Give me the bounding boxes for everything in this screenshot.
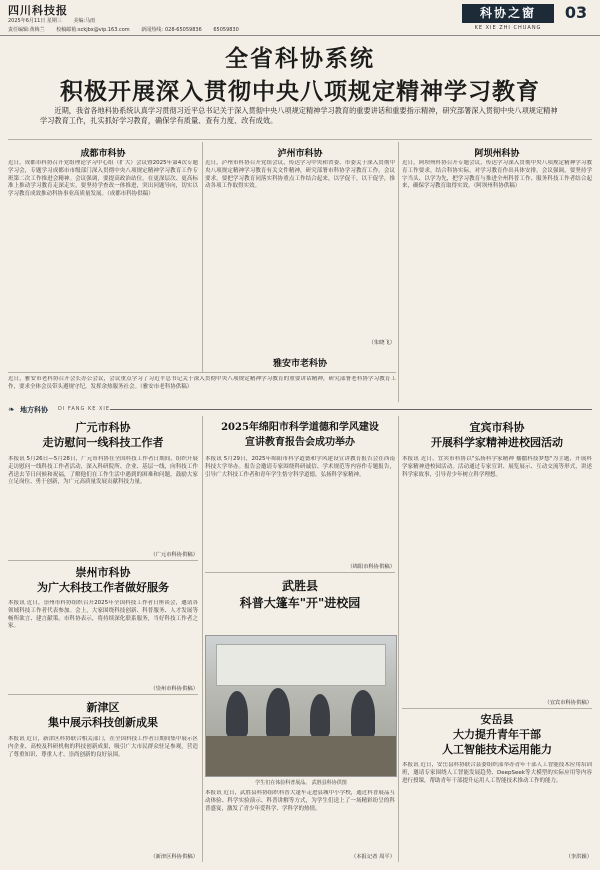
section-title-yaan: 雅安市老科协 [272, 359, 327, 369]
story-title-chongzhou [8, 565, 198, 595]
divider [8, 372, 396, 373]
story-text-yibin: 本报讯 近日，宜宾市科协以"弘扬科学家精神 播撒科技梦想"为主题，开展科学家精神进校园活动。活动通过专家宣讲、展览展示、互动交流等形式，讲述科学家故事，引导青少年树立科学理想。 [402, 456, 592, 478]
main-headline-line2: 积极开展深入贯彻中央八项规定精神学习教育 [60, 78, 540, 105]
issue-date: 2025年6月11日 星期三 [8, 18, 62, 24]
story-title-line1: 崇州市科协 [75, 566, 131, 579]
story-title-line2: 为广大科技工作者做好服务 [37, 581, 169, 594]
paper-name: 四川科技报 [8, 4, 68, 17]
story-photo [205, 635, 397, 777]
section-bar-local [0, 404, 600, 414]
section-pinyin: DI FANG KE XIE [58, 406, 111, 412]
story-byline-xinjin: （新津区科协供稿） [150, 854, 198, 860]
story-byline-yibin: （宜宾市科协供稿） [544, 700, 592, 706]
story-title-mianyang [205, 420, 395, 450]
story-title-line1: 新津区 [86, 701, 120, 714]
photo-board [216, 644, 386, 686]
phone-2: 65059830 [213, 27, 239, 33]
contact-meta [8, 26, 249, 33]
story-title-line2: 开展科学家精神进校园活动 [431, 436, 563, 449]
main-headline-line1: 全省科协系统 [225, 45, 375, 72]
editor: 责任编辑:黄梅兰 [8, 27, 45, 33]
story-byline-anyue: （李洪颖） [565, 854, 592, 860]
divider [8, 560, 198, 561]
story-title-anyue [402, 712, 592, 757]
story-text-mianyang: 本报讯 5月29日，2025年绵阳市科学道德和学风建设宣讲教育报告会在西南科技大学举办。报告会邀请专家围绕科研诚信、学术规范等内容作专题报告，引导广大科技工作者和青年学生恪守科学道德，弘扬科学家精神。 [205, 456, 395, 478]
section-text-aba: 近日，阿坝州科协召开专题会议，传达学习深入贯彻中央八项规定精神学习教育工作要求，结合科协实际，对学习教育作出具体安排。会议强调，要坚持学字当头、以学为先，把学习教育与推进全州科普工作、服务科技工作者结合起来，确保学习教育取得实效。（阿坝州科协供稿） [402, 160, 592, 190]
story-title-line1: 宜宾市科协 [469, 421, 525, 434]
photo-table [206, 736, 397, 777]
story-text-wusheng: 本报讯 近日，武胜县科协组织科普大篷车走进县城中小学校，通过科普展品互动体验、科学实验演示、科普讲解等方式，为学生们送上了一场精彩纷呈的科普盛宴，激发了青少年爱科学、学科学的热情。 [205, 790, 395, 812]
story-title-wusheng [205, 578, 395, 612]
story-title-line1: 武胜县 [281, 579, 318, 593]
section-text-luzhou: 近日，泸州市科协召开党组会议，传达学习中央和省委、市委关于深入贯彻中央八项规定精神学习教育有关文件精神，研究部署市科协学习教育工作。会议要求，要把学习教育同落实科协重点工作结合起来，以学促干，以干促学，推动各项工作取得实效。 [205, 160, 395, 190]
divider [202, 416, 203, 862]
story-title-yibin [402, 420, 592, 450]
proof-email: 校稿邮箱:sckjbx@vip.163.com [56, 27, 130, 33]
story-text-chongzhou: 本报讯 近日，崇州市科协组织召开2025年全国科技工作者日座谈会，邀请各领域科技工作者代表参加。会上，大家围绕科技创新、科普服务、人才发展等畅所欲言、建言献策。市科协表示，将持续深化联系服务，当好科技工作者之家。 [8, 600, 198, 630]
page-number: 03 [564, 3, 588, 22]
story-byline-wusheng: （本报记者 周平） [350, 854, 395, 860]
divider [8, 694, 198, 695]
story-title-guangyuan [8, 420, 198, 450]
divider [8, 139, 592, 140]
section-title-chengdu: 成都市科协 [80, 149, 126, 159]
photo-person [266, 688, 290, 740]
column-title: 科协之窗 [462, 4, 554, 23]
section-title-aba: 阿坝州科协 [474, 149, 520, 159]
story-text-xinjin: 本报讯 近日，新津区科协联合相关部门，在全国科技工作者日期间集中展示区内企业、高校及科研机构的科技创新成果，吸引广大市民群众驻足参观，营造了尊重知识、尊重人才、崇尚创新的良好氛围。 [8, 736, 198, 758]
divider [398, 416, 399, 862]
issue-meta [8, 17, 105, 24]
divider [398, 142, 399, 402]
story-title-line1: 安岳县 [480, 713, 514, 726]
phone-1: 028-65059836 [164, 27, 202, 33]
masthead [0, 0, 600, 36]
divider [205, 572, 395, 573]
story-byline-guangyuan: （广元市科协供稿） [150, 552, 198, 558]
story-title-line2: 走访慰问一线科技工作者 [42, 436, 164, 449]
section-title-luzhou: 泸州市科协 [277, 149, 323, 159]
photo-person [226, 691, 248, 739]
story-title-line1: 广元市科协 [75, 421, 131, 434]
story-title-line2: 大力提升青年干部 [453, 728, 541, 741]
story-title-line2: 科普大篷车"开"进校园 [239, 596, 361, 610]
photo-caption: 学生们在体验科普展品。 武胜县科协供图 [255, 780, 347, 786]
main-lead: 近期，我省各地科协系统认真学习贯彻习近平总书记关于深入贯彻中央八项规定精神学习教育的重要讲话和重要指示精神，研究部署深入贯彻中央八项规定精神学习教育工作，扎实抓好学习教育，确保学有质量、查有力度、改有成效。 [40, 106, 558, 125]
leaf-icon: ❧ [8, 405, 15, 414]
divider [402, 708, 592, 709]
divider [110, 409, 592, 410]
story-title-line2: 集中展示科技创新成果 [48, 716, 158, 729]
divider [202, 142, 203, 372]
story-text-guangyuan: 本报讯 5月26日—5月28日，广元市科协在全国科技工作者日期间，组织开展走访慰问一线科技工作者活动，深入科研院所、企业、基层一线，向科技工作者送去节日问候和祝福，了解他们在工作生活中遇到的困难和问题，鼓励大家立足岗位、勇于创新，为广元高质量发展贡献科技力量。 [8, 456, 198, 486]
story-byline-chongzhou: （崇州市科协供稿） [150, 686, 198, 692]
story-byline-mianyang: （绵阳市科协供稿） [347, 564, 395, 570]
column-pinyin: KE XIE ZHI CHUANG [474, 25, 542, 31]
story-text-anyue: 本报讯 近日，安岳县科协联合县委组织部举办青年干部人工智能技术应用培训班，邀请专家围绕人工智能发展趋势、DeepSeek等大模型的实际应用等内容进行授课，帮助青年干部提升运用人工智能技术推动工作的能力。 [402, 762, 592, 784]
main-signature: （朱晓飞） [368, 340, 395, 346]
photo-person [310, 694, 330, 739]
designer: 美编:马雨 [73, 18, 96, 24]
story-title-xinjin [8, 700, 198, 730]
story-title-line1: 2025年绵阳市科学道德和学风建设 [221, 422, 379, 433]
section-name: 地方科协 [20, 406, 48, 414]
story-title-line3: 人工智能技术运用能力 [442, 743, 552, 756]
section-text-chengdu: 近日，成都市科协召开党组理论学习中心组（扩大）会议暨2025年第4次专题学习会，专题学习成都市市级部门深入贯彻中央八项规定精神学习教育工作专班第二次工作推进会精神。会议强调，要提高政治站位，在更深层次、更高标准上推动学习教育走深走实，要坚持学查改一体推进，突出问题导向，切实以学习教育成效推动科协事业高质量发展。（成都市科协供稿） [8, 160, 198, 198]
hotline-label: 新闻热线: [141, 27, 163, 33]
story-title-line2: 宣讲教育报告会成功举办 [245, 437, 355, 448]
section-text-yaan: 近日，雅安市老科协召开会长办公会议，会议重点学习了习近平总书记关于深入贯彻中央八项规定精神学习教育的重要讲话精神，研究部署老科协学习教育工作，要求全体会员带头遵规守纪，发挥余热服务社会。（雅安市老科协供稿） [8, 376, 396, 390]
photo-person [351, 690, 375, 740]
